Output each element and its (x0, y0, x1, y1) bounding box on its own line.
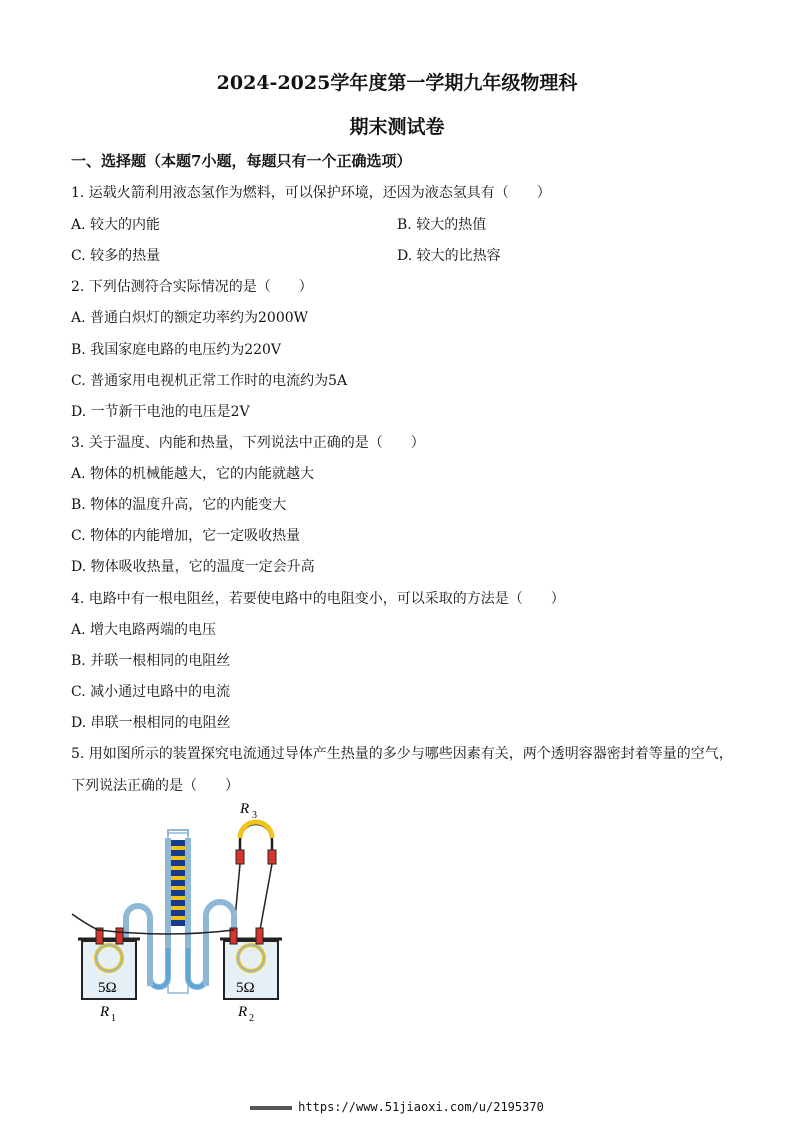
r1-label: R (100, 1004, 110, 1020)
exam-title: 2024-2025学年度第一学期九年级物理科 (216, 72, 578, 94)
question-1-option-d: D. 较大的比热容 (397, 248, 501, 264)
right-resistance-value: 5Ω (236, 980, 255, 996)
question-2-stem: 2. 下列估测符合实际情况的是（ ） (71, 279, 313, 295)
r1-subscript: 1 (111, 1013, 116, 1024)
question-4-option-d: D. 串联一根相同的电阻丝 (71, 715, 231, 731)
question-3-option-d: D. 物体吸收热量，它的温度一定会升高 (71, 559, 315, 575)
section-heading: 一、选择题（本题7小题，每题只有一个正确选项） (71, 152, 412, 170)
r3-subscript: 3 (252, 810, 257, 821)
r3-resistor (236, 822, 276, 864)
question-5-stem-continued: 下列说法正确的是（ ） (71, 778, 239, 794)
question-3-option-b: B. 物体的温度升高，它的内能变大 (71, 497, 287, 513)
u-tube-manometer (126, 830, 234, 993)
question-1-option-b: B. 较大的热值 (397, 217, 487, 233)
question-2-option-c: C. 普通家用电视机正常工作时的电流约为5A (71, 373, 348, 389)
exam-subtitle: 期末测试卷 (349, 116, 445, 138)
question-3-stem: 3. 关于温度、内能和热量，下列说法中正确的是（ ） (71, 435, 425, 451)
question-2-option-a: A. 普通白炽灯的额定功率约为2000W (71, 310, 309, 326)
question-4-option-a: A. 增大电路两端的电压 (71, 622, 217, 638)
question-1-stem: 1. 运载火箭利用液态氢作为燃料，可以保护环境，还因为液态氢具有（ ） (71, 185, 551, 201)
question-4-option-b: B. 并联一根相同的电阻丝 (71, 653, 231, 669)
question-1-option-c: C. 较多的热量 (71, 248, 161, 264)
wire (260, 864, 272, 930)
r3-label: R (240, 801, 250, 817)
question-2-option-b: B. 我国家庭电路的电压约为220V (71, 342, 282, 358)
r2-subscript: 2 (249, 1013, 254, 1024)
left-container (78, 928, 140, 999)
question-5-stem: 5. 用如图所示的装置探究电流通过导体产生热量的多少与哪些因素有关，两个透明容器密封着等量的空气， (71, 746, 733, 762)
question-4-stem: 4. 电路中有一根电阻丝，若要使电路中的电阻变小，可以采取的方法是（ ） (71, 591, 565, 607)
footer-url[interactable]: https://www.51jiaoxi.com/u/2195370 (298, 1100, 544, 1114)
left-resistance-value: 5Ω (98, 980, 117, 996)
footer (0, 1100, 794, 1114)
question-4-option-c: C. 减小通过电路中的电流 (71, 684, 231, 700)
right-container (220, 928, 282, 999)
watermark-logo-icon (250, 1106, 292, 1110)
question-3-option-c: C. 物体的内能增加，它一定吸收热量 (71, 528, 301, 544)
joule-heating-apparatus-figure (68, 798, 308, 1028)
r2-label: R (238, 1004, 248, 1020)
question-2-option-d: D. 一节新干电池的电压是2V (71, 404, 250, 420)
question-1-option-a: A. 较大的内能 (71, 217, 161, 233)
question-3-option-a: A. 物体的机械能越大，它的内能就越大 (71, 466, 315, 482)
